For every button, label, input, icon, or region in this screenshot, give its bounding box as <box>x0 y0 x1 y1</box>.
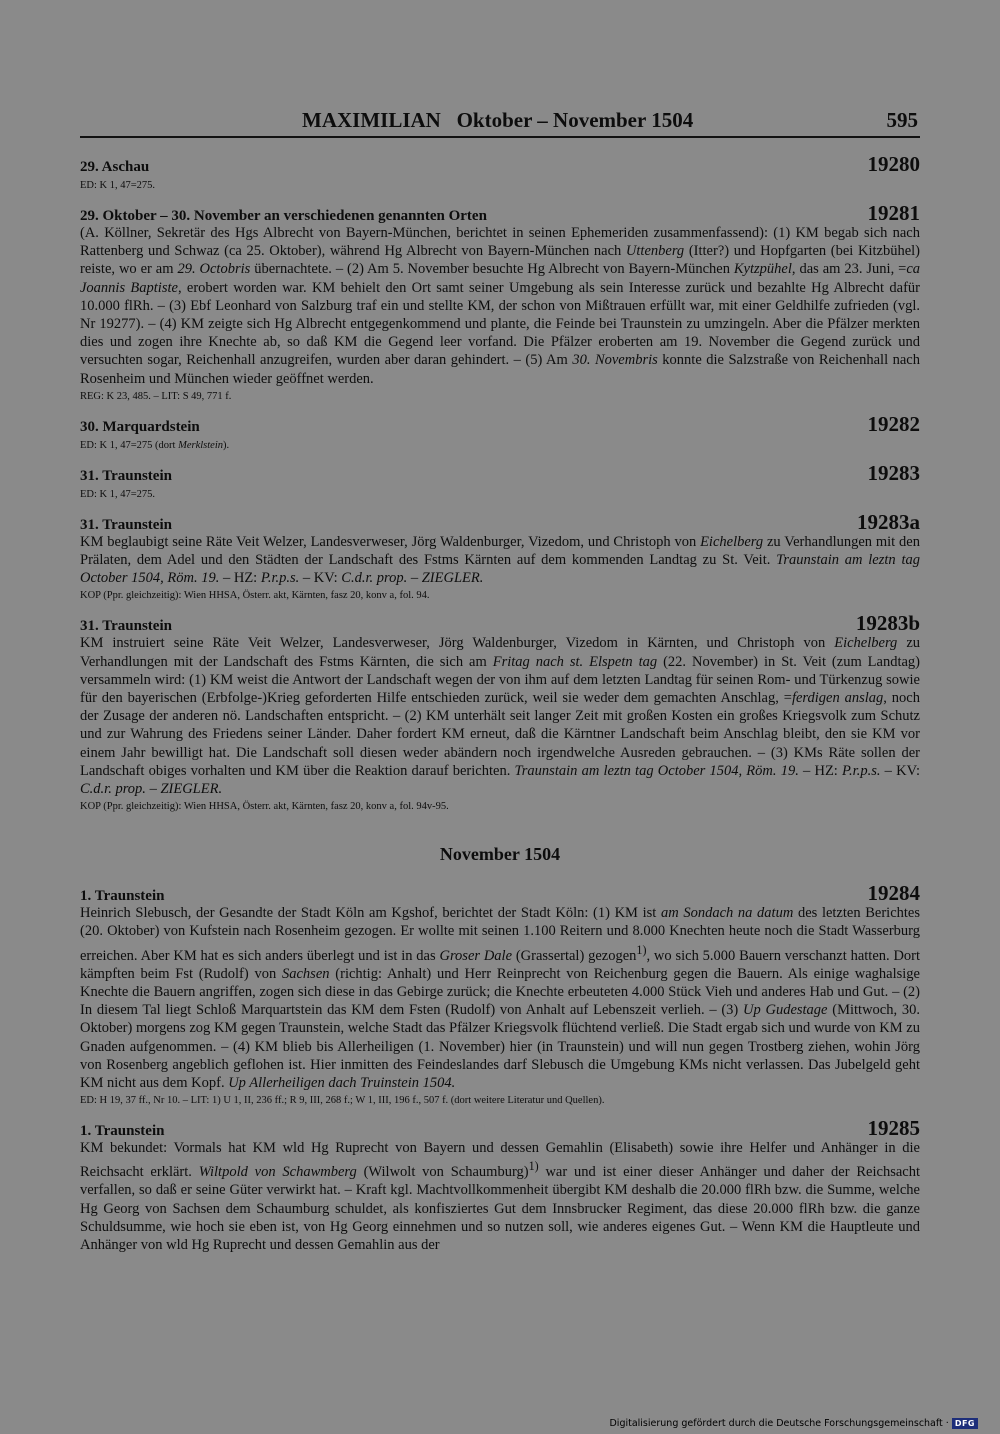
entry-number: 19282 <box>867 411 920 436</box>
entry-number: 19280 <box>867 152 920 176</box>
page-number: 595 <box>886 108 918 132</box>
entry-number: 19284 <box>867 881 920 906</box>
entry-heading <box>80 611 920 636</box>
entry-place-date: 1. Traunstein <box>80 888 165 905</box>
entry-place-date: 31. Traunstein <box>80 467 172 484</box>
regest-entry <box>80 611 920 814</box>
entry-place-date: 29. Aschau <box>80 159 150 175</box>
entry-number: 19283b <box>855 611 920 636</box>
regest-entry <box>80 510 920 604</box>
entry-number: 19283 <box>867 460 920 485</box>
entry-source: ED: H 19, 37 ff., Nr 10. – LIT: 1) U 1, II, 236 ff.; R 9, III, 268 f.; W 1, III, 196 f., 507 f. (dort weitere Literatur und Quellen). <box>80 1095 605 1107</box>
entry-heading <box>80 510 920 535</box>
regest-entry <box>80 412 920 453</box>
entry-body: (A. Köllner, Sekretär des Hgs Albrecht von Bayern-München, berichtet in seinen Ephemeriden zusammenfassend): (1) KM begab sich nach Rattenberg und Schwaz (ca 25. Oktober), während Hg Albrecht von Bayern-München nach Uttenberg (Itter?) und Hopfgarten (bei Kitzbühel) reiste, wo er am 29. Octobris übernachtete. – (2) Am 5. November besuchte Hg Albrecht von Bayern-München Kytzpühel, das am 23. Juni, =ca Joannis Baptiste, erobert worden war. KM behielt den Ort samt seiner Umgebung als sein Interesse zurück und bezahlte Hg Albrecht dafür 10.000 flRh. – (3) Ebf Leonhard von Salzburg traf ein und stellte KM, der schon von Mißtrauen erfüllt war, mit einer Geldhilfe zufrieden (vgl. Nr 19277). – (4) KM zeigte sich Hg Albrecht entgegenkommend und plante, die Feinde bei Traunstein zu umzingeln. Aber die Pfälzer merkten dies und zogen ihre Knechte ab, so daß KM die Gegend leer vorfand. Die Pfälzer eroberten am 19. November die Gegend zurück und versuchten sogar, Reichenhall anzugreifen, wurden aber daran gehindert. – (5) Am 30. Novembris konnte die Salzstraße von Reichenhall nach Rosenheim und München wieder geöffnet werden. <box>80 225 920 387</box>
entry-body: Heinrich Slebusch, der Gesandte der Stadt Köln am Kgshof, berichtet der Stadt Köln: (1) KM ist am Sondach na datum des letzten Berichtes (20. Oktober) von Kufstein nach Rosenheim gezogen. Er wollte mit seinen 1.100 Reitern und 8.000 Knechten heute noch die Stadt Wasserburg erreichen. Aber KM hat es sich anders überlegt und ist in das Groser Dale (Grassertal) gezogen$^{1)}$, wo sich 5.000 Bauern verschanzt hatten. Dort kämpften beim Fst (Rudolf) von Sachsen (richtig: Anhalt) und Herr Reinprecht von Reichenburg gegen die Bauern. Als einige waghalsige Knechte die Bauern angriffen, zogen sich diese in das Gebirge zurück; die Knechte erbeuteten 4.000 Stück Vieh und anderes Hab und Gut. – (2) In diesem Tal liegt Schloß Marquartstein das KM dem Fsten (Rudolf) von Anhalt auf Lebenszeit verlieh. – (3) Up Gudestage (Mittwoch, 30. Oktober) morgens zog KM gegen Traunstein, welche Stadt das Pfälzer Kriegsvolk flüchtend verließ. Die Stadt ergab sich und wurde von KM zu Gnaden aufgenommen. – (4) KM blieb bis Allerheiligen (1. November) hier (in Traunstein) und will nun gegen Trostberg ziehen, wohin Jörg von Rosenberg angeblich geflohen ist. Hier inmitten des Feindeslandes darf Slebusch die Umgebung KMs nicht verlassen. Das Jubelgeld geht KM nicht aus dem Kopf. Up Allerheiligen dach Truinstein 1504. <box>80 905 921 1091</box>
section-title: November 1504 <box>439 844 561 865</box>
entry-place-date: 30. Marquardstein <box>80 418 200 435</box>
running-header <box>80 106 920 138</box>
dfg-logo-icon: DFG <box>952 1418 978 1429</box>
entry-number: 19283a <box>857 509 920 534</box>
entry-place-date: 31. Traunstein <box>80 618 172 635</box>
entries-october <box>80 152 920 814</box>
entry-body: KM beglaubigt seine Räte Veit Welzer, Landesverweser, Jörg Waldenburger, Vizedom, und Christoph von Eichelberg zu Verhandlungen mit den Prälaten, dem Adel und den Städten der Landschaft des Fstms Kärnten auf dem kommenden Landtag zu St. Veit. Traunstain am leztn tag October 1504, Röm. 19. – HZ: P.r.p.s. – KV: C.d.r. prop. – ZIEGLER. <box>80 533 920 587</box>
entries-november <box>80 881 920 1254</box>
entry-heading <box>80 152 920 177</box>
entry-place-date: 1. Traunstein <box>80 1123 165 1140</box>
entry-source: KOP (Ppr. gleichzeitig): Wien HHSA, Österr. akt, Kärnten, fasz 20, konv a, fol. 94v-95. <box>80 801 449 813</box>
entry-source: ED: K 1, 47=275. <box>80 180 156 191</box>
entry-heading <box>80 201 920 226</box>
regest-entry <box>80 461 920 502</box>
entry-place-date: 31. Traunstein <box>80 516 172 533</box>
entry-heading <box>80 461 920 486</box>
regest-entry <box>80 201 920 404</box>
regest-entry <box>80 152 920 193</box>
regest-entry <box>80 881 920 1108</box>
entry-place-date: 29. Oktober – 30. November an verschiedenen genannten Orten <box>80 208 487 224</box>
regest-entry <box>80 1116 920 1254</box>
entry-number: 19281 <box>867 201 920 225</box>
entry-heading <box>80 412 920 437</box>
entry-number: 19285 <box>867 1116 920 1141</box>
entry-source: ED: K 1, 47=275. <box>80 488 156 500</box>
footer-text: Digitalisierung gefördert durch die Deutsche Forschungsgemeinschaft · <box>609 1418 949 1429</box>
entry-source: KOP (Ppr. gleichzeitig): Wien HHSA, Österr. akt, Kärnten, fasz 20, konv a, fol. 94. <box>80 590 430 602</box>
entry-source: REG: K 23, 485. – LIT: S 49, 771 f. <box>80 390 232 402</box>
footer-credit <box>609 1418 978 1429</box>
entry-heading <box>80 1116 920 1141</box>
document-page <box>80 106 920 1254</box>
entry-body: KM instruiert seine Räte Veit Welzer, Landesverweser, Jörg Waldenburger, Vizedom in Kärnten, und Christoph von Eichelberg zu Verhandlungen mit der Landschaft des Fstms Kärnten, die sich am Fritag nach st. Elspetn tag (22. November) in St. Veit (zum Landtag) versammeln wird: (1) KM weist die Antwort der Landschaft wegen der von ihm auf dem letzten Landtag für seinen Rom- und Türkenzug sowie für den bayerischen (Erbfolge-)Krieg geforderten Hilfe entschieden zurück, weil sie weder dem gemachten Anschlag, =ferdigen anslag, noch der Zusage der anderen nö. Landschaften entspricht. – (2) KM unterhält seit langer Zeit mit großen Kosten ein großes Kriegsvolk zum Schutz und zur Wahrung des Friedens seiner Länder. Daher fordert KM erneut, daß die Kärntner Landschaft beim Anschlag bleibt, den sie KM vor einem Jahr bewilligt hat. Die Landschaft soll diesen weder abändern noch irgendwelche Ausreden gebrauchen. – (3) KMs Räte sollen der Landschaft obiges vorhalten und KM über die Reaktion darauf berichten. Traunstain am leztn tag October 1504, Röm. 19. – HZ: P.r.p.s. – KV: C.d.r. prop. – ZIEGLER. <box>80 635 921 798</box>
entry-body: KM bekundet: Vormals hat KM wld Hg Ruprecht von Bayern und dessen Gemahlin (Elisabeth) sowie ihre Helfer und Anhänger in die Reichsacht erklärt. Wiltpold von Schawmberg (Wilwolt von Schaumburg)$^{1)}$ war und ist einer dieser Anhänger und daher der Reichsacht verfallen, so daß er seine Güter verwirkt hat. – Kraft kgl. Machtvollkommenheit übergibt KM deshalb die 20.000 flRh bzw. die Summe, welche Hg Georg von Sachsen dem Schaumburg schuldet, als konfisziertes Gut dem Innsbrucker Regiment, das diese 20.000 flRh bzw. die ganze Schuldsumme, wie hoch sie eben ist, von Hg Georg einnehmen und so nutzen soll, wie anderes eigenes Gut. – Wenn KM die Hauptleute und Anhänger von wld Hg Ruprecht und dessen Gemahlin aus der <box>80 1140 920 1253</box>
running-title: MAXIMILIAN Oktober – November 1504 <box>302 108 694 132</box>
entry-heading <box>80 881 920 906</box>
entry-source: ED: K 1, 47=275 (dort Merklstein). <box>80 439 230 451</box>
